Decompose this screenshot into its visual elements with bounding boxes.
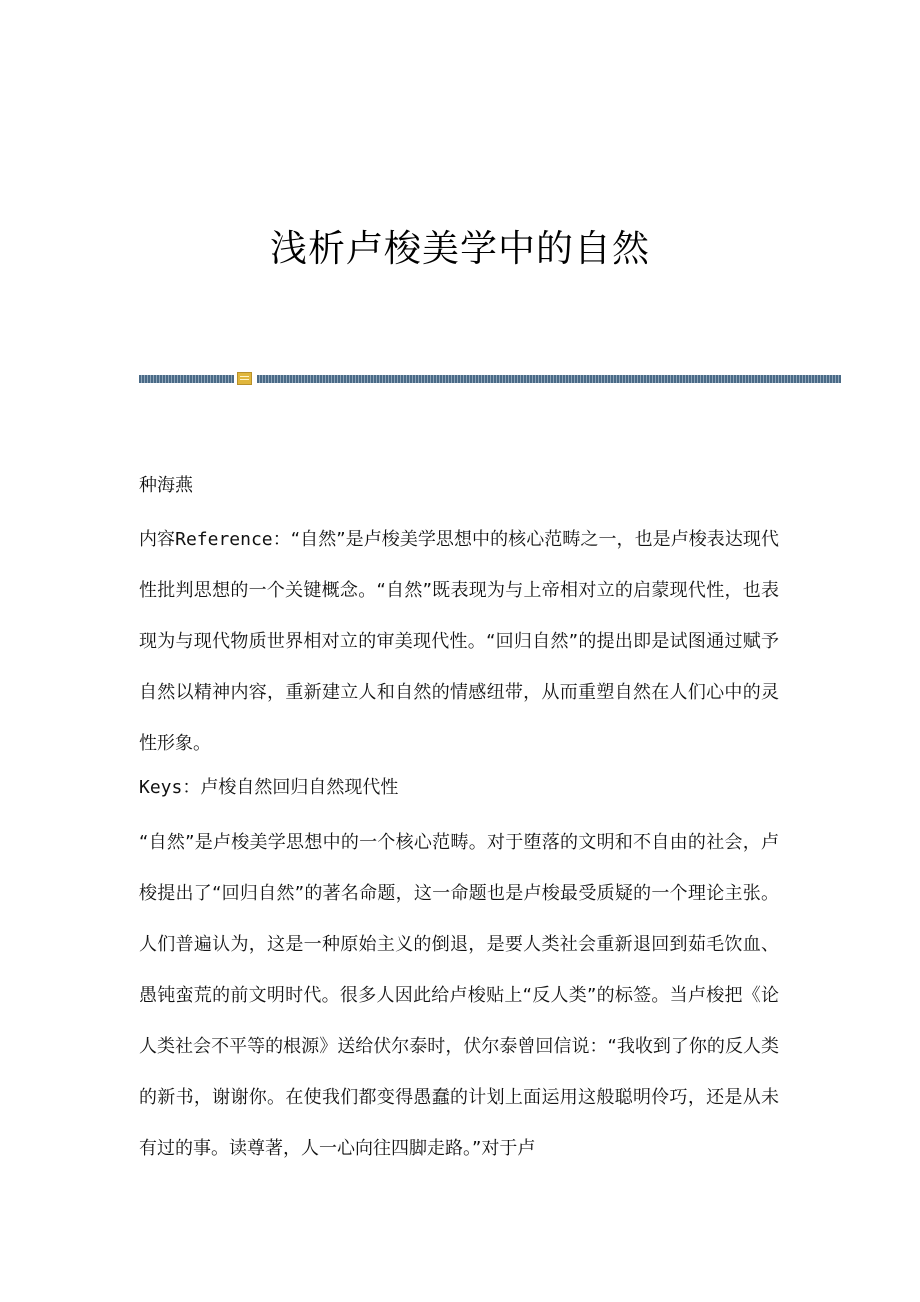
document-title: 浅析卢梭美学中的自然: [270, 227, 650, 270]
title-divider: [139, 375, 841, 383]
keywords-label: Keys：: [139, 777, 201, 798]
keywords: [139, 762, 779, 813]
divider-bar-left: [139, 375, 234, 383]
abstract-text: “自然”是卢梭美学思想中的核心范畴之一，也是卢梭表达现代性批判思想的一个关键概念。“自然”既表现为与上帝相对立的启蒙现代性，也表现为与现代物质世界相对立的审美现代性。“回归自然”的提出即是试图通过赋予自然以精神内容，重新建立人和自然的情感纽带，从而重塑自然在人们心中的灵性形象。: [139, 529, 779, 754]
keywords-text: 卢梭自然回归自然现代性: [200, 777, 399, 798]
envelope-icon: [237, 372, 252, 385]
abstract-label: 内容Reference：: [139, 529, 291, 550]
divider-bar-right: [257, 375, 841, 383]
author-name: 种海燕: [139, 475, 193, 496]
body-paragraph: “自然”是卢梭美学思想中的一个核心范畴。对于堕落的文明和不自由的社会，卢梭提出了“回归自然”的著名命题，这一命题也是卢梭最受质疑的一个理论主张。人们普遍认为，这是一种原始主义的倒退，是要人类社会重新退回到茹毛饮血、愚钝蛮荒的前文明时代。很多人因此给卢梭贴上“反人类”的标签。当卢梭把《论人类社会不平等的根源》送给伏尔泰时，伏尔泰曾回信说：“我收到了你的反人类的新书，谢谢你。在使我们都变得愚蠢的计划上面运用这般聪明伶巧，还是从未有过的事。读尊著，人一心向往四脚走路。”对于卢: [139, 832, 779, 1159]
abstract: [139, 514, 779, 769]
